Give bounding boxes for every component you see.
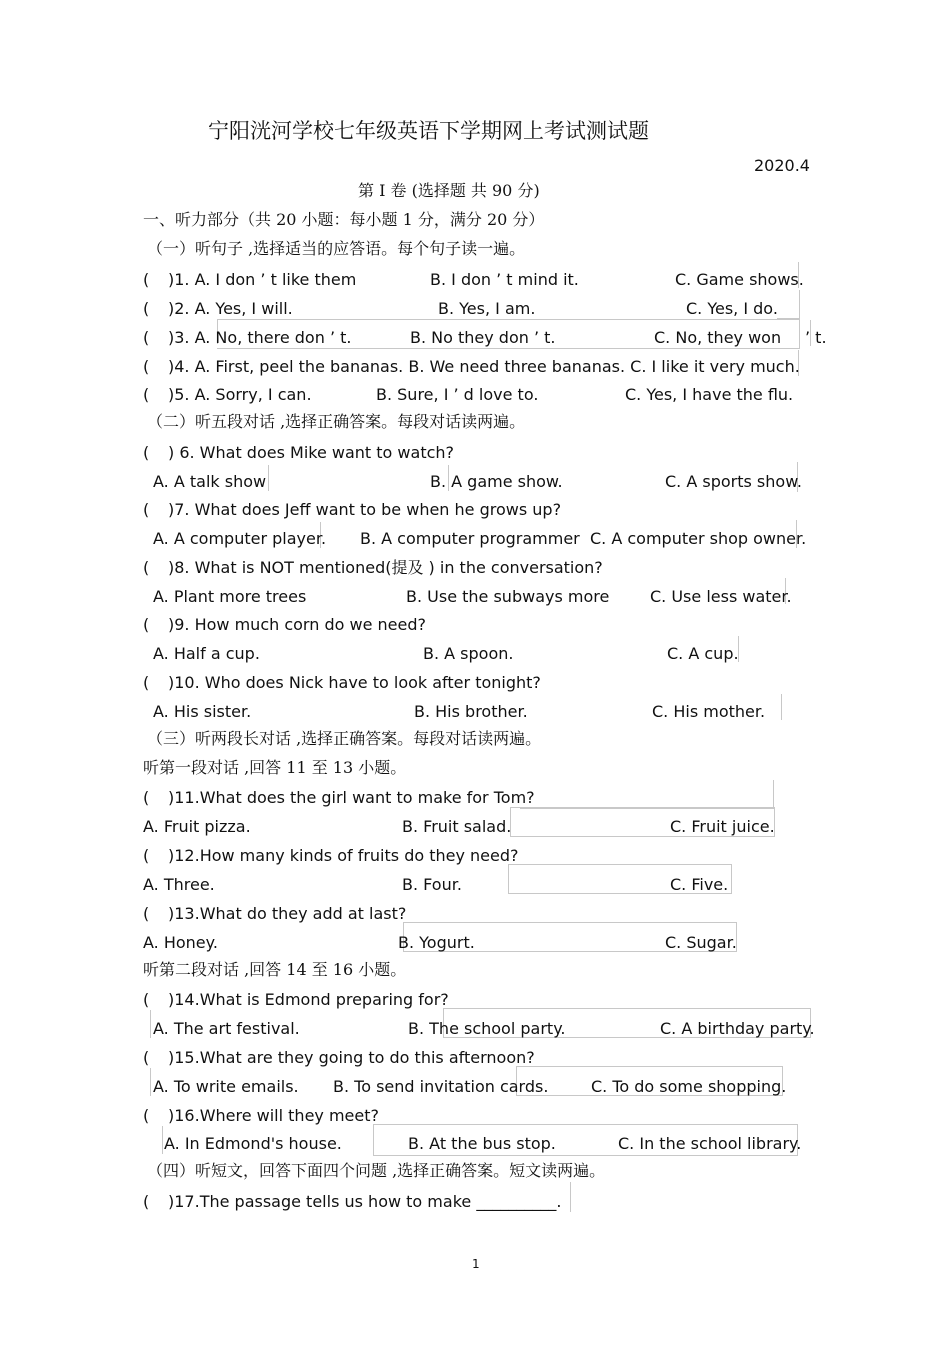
- option-c: C. A birthday party.: [660, 1019, 815, 1038]
- option-c-tail: ’ t.: [805, 328, 827, 347]
- option-c: C. Game shows.: [675, 270, 804, 289]
- option-b: B. Four.: [402, 875, 462, 894]
- option-a: A. To write emails.: [153, 1077, 299, 1096]
- part-heading-1: （一）听句子 ,选择适当的应答语。每个句子读一遍。: [147, 239, 526, 258]
- question-stem: )11.What does the girl want to make for Tom?: [168, 788, 535, 807]
- option-c: C. Yes, I do.: [686, 299, 778, 318]
- option-a: A. His sister.: [153, 702, 252, 721]
- question-stem: )8. What is NOT mentioned(提及 ) in the conversation?: [168, 558, 603, 577]
- option-c: C. A cup.: [667, 644, 739, 663]
- question-stem: )10. Who does Nick have to look after tonight?: [168, 673, 541, 692]
- question-stem: )15.What are they going to do this afternoon?: [168, 1048, 535, 1067]
- scan-line: [781, 694, 782, 720]
- answer-paren: (: [143, 299, 150, 318]
- question-stem: )1. A. I don ’ t like them: [168, 270, 357, 289]
- answer-paren: (: [143, 788, 150, 807]
- answer-paren: (: [143, 990, 150, 1009]
- page-number: 1: [472, 1257, 480, 1271]
- question-stem: )17.The passage tells us how to make __________.: [168, 1192, 562, 1211]
- option-c: C. Five.: [670, 875, 729, 894]
- option-c: C. In the school library.: [618, 1134, 802, 1153]
- option-b: B. To send invitation cards.: [333, 1077, 549, 1096]
- dialog-intro-1: 听第一段对话 ,回答 11 至 13 小题。: [143, 758, 407, 777]
- option-b: B. No they don ’ t.: [410, 328, 556, 347]
- option-c: C. Yes, I have the flu.: [625, 385, 794, 404]
- option-a: A. Three.: [143, 875, 215, 894]
- option-a: A. Fruit pizza.: [143, 817, 251, 836]
- option-b: B. Yes, I am.: [438, 299, 536, 318]
- exam-date: 2020.4: [754, 156, 810, 175]
- option-b: B. Fruit salad.: [402, 817, 512, 836]
- question-stem: )9. How much corn do we need?: [168, 615, 426, 634]
- option-a: A. Plant more trees: [153, 587, 307, 606]
- option-b: B. I don ’ t mind it.: [430, 270, 579, 289]
- option-b: B. A spoon.: [423, 644, 514, 663]
- option-c: C. His mother.: [652, 702, 766, 721]
- answer-paren: (: [143, 270, 150, 289]
- scan-line: [162, 1126, 163, 1154]
- option-a: A. A computer player.: [153, 529, 327, 548]
- option-b: B. A computer programmer: [360, 529, 580, 548]
- page-title: 宁阳洸河学校七年级英语下学期网上考试测试题: [208, 119, 649, 143]
- answer-paren: (: [143, 1192, 150, 1211]
- answer-paren: (: [143, 615, 150, 634]
- answer-paren: (: [143, 558, 150, 577]
- question-stem: )13.What do they add at last?: [168, 904, 407, 923]
- option-b: B. The school party.: [408, 1019, 566, 1038]
- option-c: C. Fruit juice.: [670, 817, 775, 836]
- answer-paren: (: [143, 328, 150, 347]
- option-c: C. A sports show.: [665, 472, 802, 491]
- scan-frame: [520, 780, 774, 809]
- option-a: A. The art festival.: [153, 1019, 300, 1038]
- answer-paren: (: [143, 1106, 150, 1125]
- answer-paren: (: [143, 904, 150, 923]
- part-heading-2: （二）听五段对话 ,选择正确答案。每段对话读两遍。: [147, 412, 526, 431]
- question-stem: )14.What is Edmond preparing for?: [168, 990, 449, 1009]
- answer-paren: (: [143, 846, 150, 865]
- volume-heading: 第 I 卷 (选择题 共 90 分): [358, 181, 540, 200]
- option-c: C. Sugar.: [665, 933, 737, 952]
- option-b: B. A game show.: [430, 472, 563, 491]
- question-stem: )5. A. Sorry, I can.: [168, 385, 312, 404]
- part-heading-4: （四）听短文，回答下面四个问题 ,选择正确答案。短文读两遍。: [147, 1161, 606, 1180]
- option-a: A. A talk show: [153, 472, 267, 491]
- option-c: C. No, they won: [654, 328, 782, 347]
- question-stem: )2. A. Yes, I will.: [168, 299, 293, 318]
- option-c: C. Use less water.: [650, 587, 792, 606]
- option-b: B. Use the subways more: [406, 587, 610, 606]
- scan-line: [150, 1010, 151, 1038]
- answer-paren: (: [143, 443, 150, 462]
- answer-paren: (: [143, 673, 150, 692]
- option-c: C. To do some shopping.: [591, 1077, 787, 1096]
- question-stem: ) 6. What does Mike want to watch?: [168, 443, 455, 462]
- section-heading-listening: 一、听力部分（共 20 小题：每小题 1 分，满分 20 分）: [143, 210, 545, 229]
- question-stem: )3. A. No, there don ’ t.: [168, 328, 352, 347]
- option-a: A. Half a cup.: [153, 644, 260, 663]
- question-stem: )7. What does Jeff want to be when he grows up?: [168, 500, 562, 519]
- option-b: B. Sure, I ’ d love to.: [376, 385, 539, 404]
- option-b: B. At the bus stop.: [408, 1134, 556, 1153]
- option-b: B. His brother.: [414, 702, 528, 721]
- answer-paren: (: [143, 500, 150, 519]
- question-stem: )4. A. First, peel the bananas. B. We need three bananas. C. I like it very much.: [168, 357, 800, 376]
- option-a: A. Honey.: [143, 933, 218, 952]
- part-heading-3: （三）听两段长对话 ,选择正确答案。每段对话读两遍。: [147, 729, 542, 748]
- option-c: C. A computer shop owner.: [590, 529, 807, 548]
- scan-line: [268, 465, 269, 491]
- scan-line: [150, 1068, 151, 1096]
- answer-paren: (: [143, 385, 150, 404]
- dialog-intro-2: 听第二段对话 ,回答 14 至 16 小题。: [143, 960, 407, 979]
- option-a: A. In Edmond's house.: [164, 1134, 342, 1153]
- scan-frame: [777, 290, 800, 319]
- answer-paren: (: [143, 357, 150, 376]
- scan-line: [570, 1182, 571, 1212]
- question-stem: )16.Where will they meet?: [168, 1106, 380, 1125]
- question-stem: )12.How many kinds of fruits do they need?: [168, 846, 519, 865]
- answer-paren: (: [143, 1048, 150, 1067]
- option-b: B. Yogurt.: [398, 933, 475, 952]
